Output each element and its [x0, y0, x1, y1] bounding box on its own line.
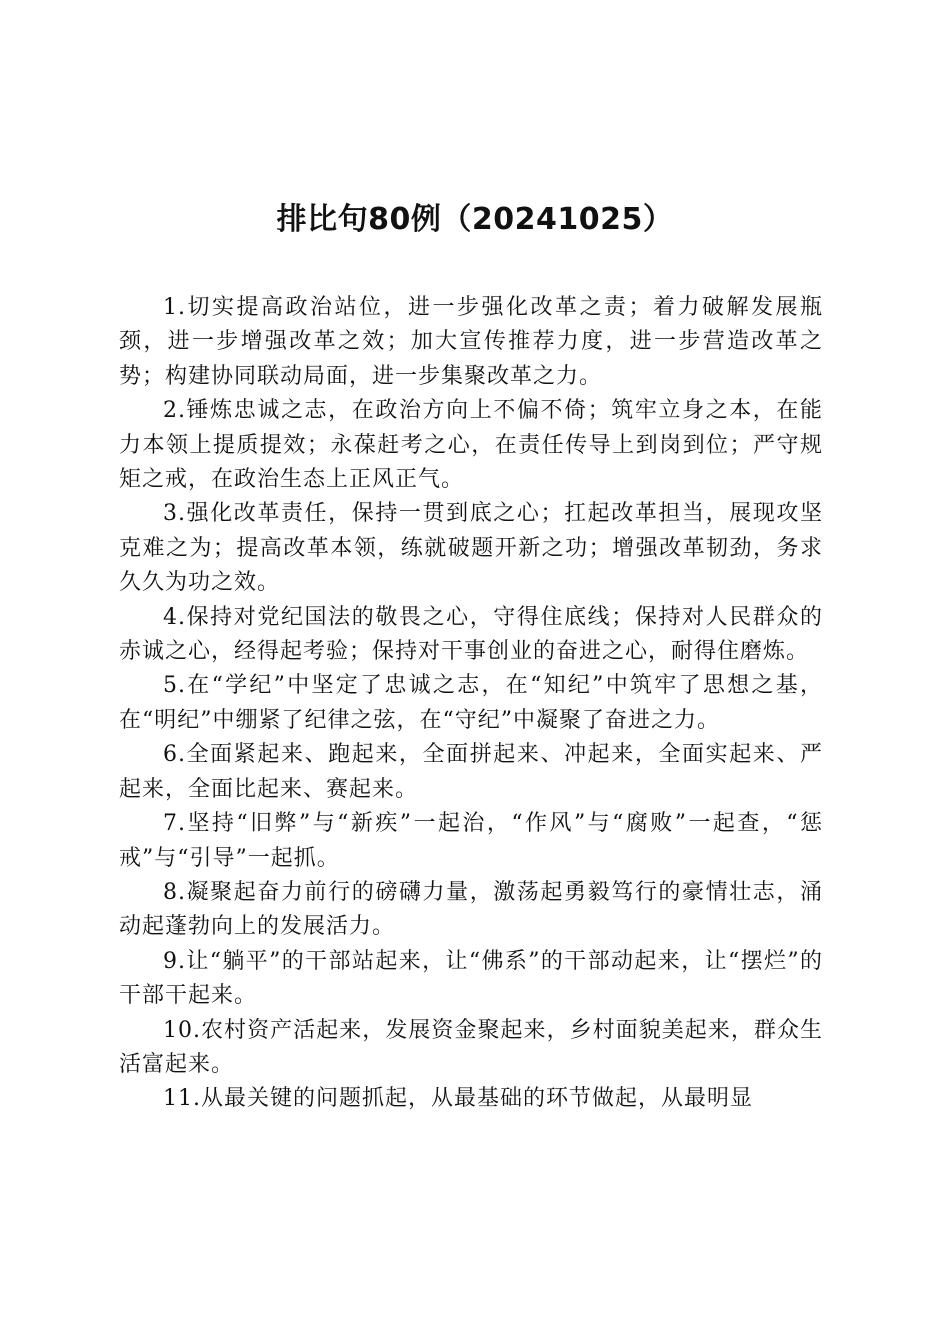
paragraph-9: 9.让“躺平”的干部站起来，让“佛系”的干部动起来，让“摆烂”的干部干起来。 — [119, 948, 823, 1009]
paragraph-5: 5.在“学纪”中坚定了忠诚之志，在“知纪”中筑牢了思想之基，在“明纪”中绷紧了纪律之弦，在“守纪”中凝聚了奋进之力。 — [119, 673, 823, 733]
document-body — [119, 291, 823, 1117]
paragraph-2: 2.锤炼忠诚之志，在政治方向上不偏不倚；筑牢立身之本，在能力本领上提质提效；永葆赶考之心，在责任传导上到岗到位；严守规矩之戒，在政治生态上正风正气。 — [119, 398, 823, 493]
paragraph-11: 11.从最关键的问题抓起，从最基础的环节做起，从最明显 — [163, 1086, 753, 1112]
page-title: 排比句80例（20241025） — [276, 202, 674, 237]
paragraph-10: 10.农村资产活起来，发展资金聚起来，乡村面貌美起来，群众生活富起来。 — [119, 1017, 823, 1077]
paragraph-7: 7.坚持“旧弊”与“新疾”一起治，“作风”与“腐败”一起查，“惩戒”与“引导”一起抓。 — [119, 811, 823, 871]
paragraph-8: 8.凝聚起奋力前行的磅礴力量，激荡起勇毅笃行的豪情壮志，涌动起蓬勃向上的发展活力。 — [119, 879, 823, 940]
paragraph-6: 6.全面紧起来、跑起来，全面拼起来、冲起来，全面实起来、严起来，全面比起来、赛起来。 — [119, 742, 823, 802]
paragraph-4: 4.保持对党纪国法的敬畏之心，守得住底线；保持对人民群众的赤诚之心，经得起考验；保持对干事创业的奋进之心，耐得住磨炼。 — [119, 604, 823, 665]
paragraph-3: 3.强化改革责任，保持一贯到底之心；扛起改革担当，展现攻坚克难之为；提高改革本领，练就破题开新之功；增强改革韧劲，务求久久为功之效。 — [119, 501, 823, 596]
paragraph-1: 1.切实提高政治站位，进一步强化改革之责；着力破解发展瓶颈，进一步增强改革之效；加大宣传推荐力度，进一步营造改革之势；构建协同联动局面，进一步集聚改革之力。 — [119, 295, 823, 389]
